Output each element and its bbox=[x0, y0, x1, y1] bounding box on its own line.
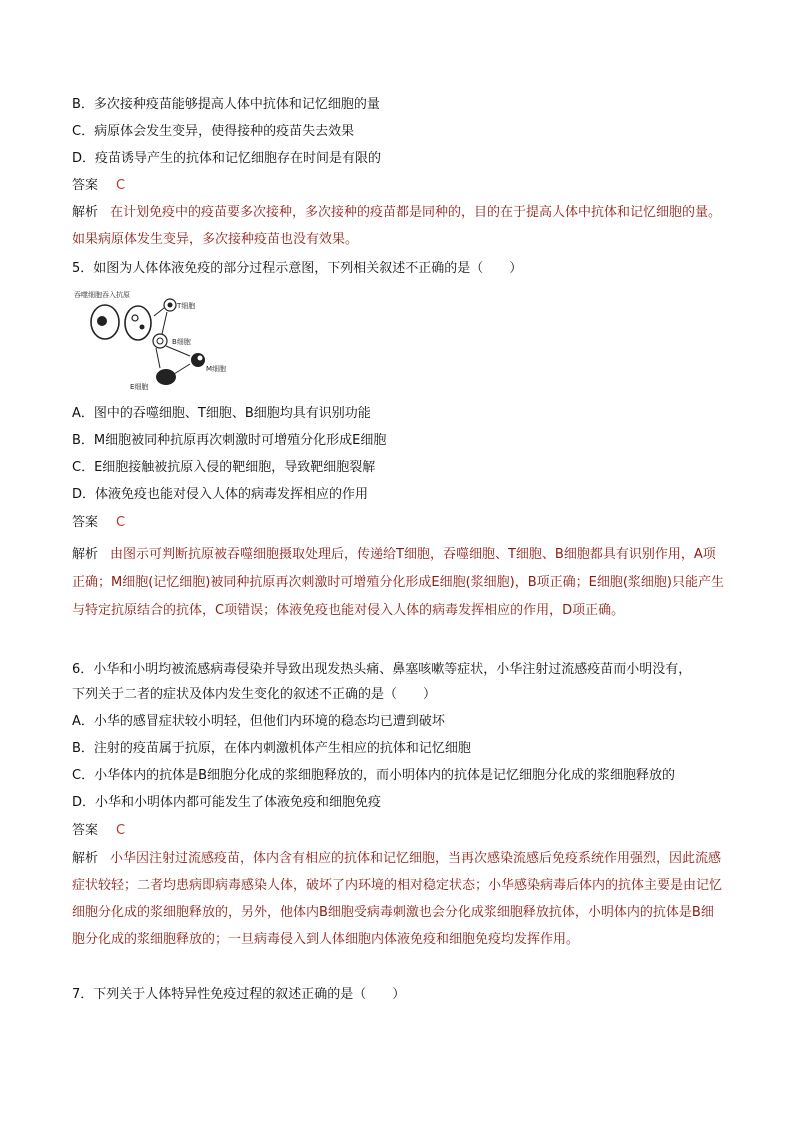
q6-stem-line1: 6．小华和小明均被流感病毒侵染并导致出现发热头痛、鼻塞咳嗽等症状，小华注射过流感疫苗而小明没有， bbox=[72, 662, 692, 677]
q5-option-a: A．图中的吞噬细胞、T细胞、B细胞均具有识别功能 bbox=[72, 406, 371, 421]
t-cell-label: T细胞 bbox=[177, 302, 196, 310]
m-cell bbox=[191, 353, 205, 367]
explanation-text: 小华因注射过流感疫苗，体内含有相应的抗体和记忆细胞，当再次感染流感后免疫系统作用强烈，因此流感症状较轻；二者均患病即病毒感染人体，破坏了内环境的相对稳定状态；小华感染病毒后体内的抗体主要是由记忆细胞分化成的浆细胞释放的，另外，他体内B细胞受病毒刺激也会分化成浆细胞释放抗体，小明体内的抗体是B细胞分化成的浆细胞释放的；一旦病毒侵入到人体细胞内体液免疫和细胞免疫均发挥作用。 bbox=[72, 851, 723, 947]
explanation-label: 解析 bbox=[72, 547, 99, 562]
q6-stem-line2: 下列关于二者的症状及体内发生变化的叙述不正确的是（ ） bbox=[72, 687, 437, 702]
explanation-label: 解析 bbox=[72, 851, 99, 866]
answer-label: 答案 bbox=[72, 515, 99, 530]
answer-value: C bbox=[116, 178, 126, 193]
q5-option-b: B．M细胞被同种抗原再次刺激时可增殖分化形成E细胞 bbox=[72, 433, 387, 448]
q6-option-d: D．小华和小明体内都可能发生了体液免疫和细胞免疫 bbox=[72, 795, 382, 810]
q6-option-c: C．小华体内的抗体是B细胞分化成的浆细胞释放的，而小明体内的抗体是记忆细胞分化成的浆细胞释放的 bbox=[72, 768, 675, 783]
q6-option-b: B．注射的疫苗属于抗原，在体内刺激机体产生相应的抗体和记忆细胞 bbox=[72, 741, 471, 756]
phagocyte-cell-2 bbox=[125, 306, 151, 340]
immune-process-figure bbox=[72, 288, 242, 393]
q4-option-d: D．疫苗诱导产生的抗体和记忆细胞存在时间是有限的 bbox=[72, 151, 382, 166]
q6-answer bbox=[72, 822, 125, 839]
figure-label-top: 吞噬细胞吞入抗原 bbox=[74, 291, 130, 299]
q4-option-b: B．多次接种疫苗能够提高人体中抗体和记忆细胞的量 bbox=[72, 97, 380, 112]
b-cell bbox=[153, 334, 167, 348]
m-cell-label: M细胞 bbox=[206, 365, 227, 373]
q6-option-a: A．小华的感冒症状较小明轻，但他们内环境的稳态均已遭到破坏 bbox=[72, 714, 445, 729]
answer-value: C bbox=[116, 823, 126, 838]
q4-option-c: C．病原体会发生变异，使得接种的疫苗失去效果 bbox=[72, 124, 355, 139]
answer-label: 答案 bbox=[72, 178, 99, 193]
e-cell-label: E细胞 bbox=[130, 383, 149, 391]
q6-explanation bbox=[72, 845, 726, 953]
e-cell bbox=[156, 369, 176, 385]
answer-label: 答案 bbox=[72, 823, 99, 838]
immune-diagram bbox=[72, 288, 242, 393]
explanation-label: 解析 bbox=[72, 205, 99, 220]
q4-explanation bbox=[72, 199, 726, 253]
q5-answer bbox=[72, 514, 125, 531]
q5-stem: 5．如图为人体体液免疫的部分过程示意图，下列相关叙述不正确的是（ ） bbox=[72, 261, 523, 276]
antigen-blob bbox=[97, 316, 107, 326]
q5-explanation bbox=[72, 541, 726, 625]
answer-value: C bbox=[116, 515, 126, 530]
q5-option-d: D．体液免疫也能对侵入人体的病毒发挥相应的作用 bbox=[72, 487, 369, 502]
b-cell-label: B细胞 bbox=[172, 338, 191, 346]
q7-stem: 7．下列关于人体特异性免疫过程的叙述正确的是（ ） bbox=[72, 987, 406, 1002]
q5-option-c: C．E细胞接触被抗原入侵的靶细胞，导致靶细胞裂解 bbox=[72, 460, 376, 475]
explanation-text: 在计划免疫中的疫苗要多次接种，多次接种的疫苗都是同种的，目的在于提高人体中抗体和记忆细胞的量。如果病原体发生变异，多次接种疫苗也没有效果。 bbox=[72, 205, 722, 247]
explanation-text: 由图示可判断抗原被吞噬细胞摄取处理后，传递给T细胞，吞噬细胞、T细胞、B细胞都具有识别作用，A项正确；M细胞(记忆细胞)被同种抗原再次刺激时可增殖分化形成E细胞(浆细胞)，B项正确；E细胞(浆细胞)只能产生与特定抗原结合的抗体，C项错误；体液免疫也能对侵入人体的病毒发挥相应的作用，D项正确。 bbox=[72, 547, 724, 618]
q4-answer bbox=[72, 177, 125, 194]
